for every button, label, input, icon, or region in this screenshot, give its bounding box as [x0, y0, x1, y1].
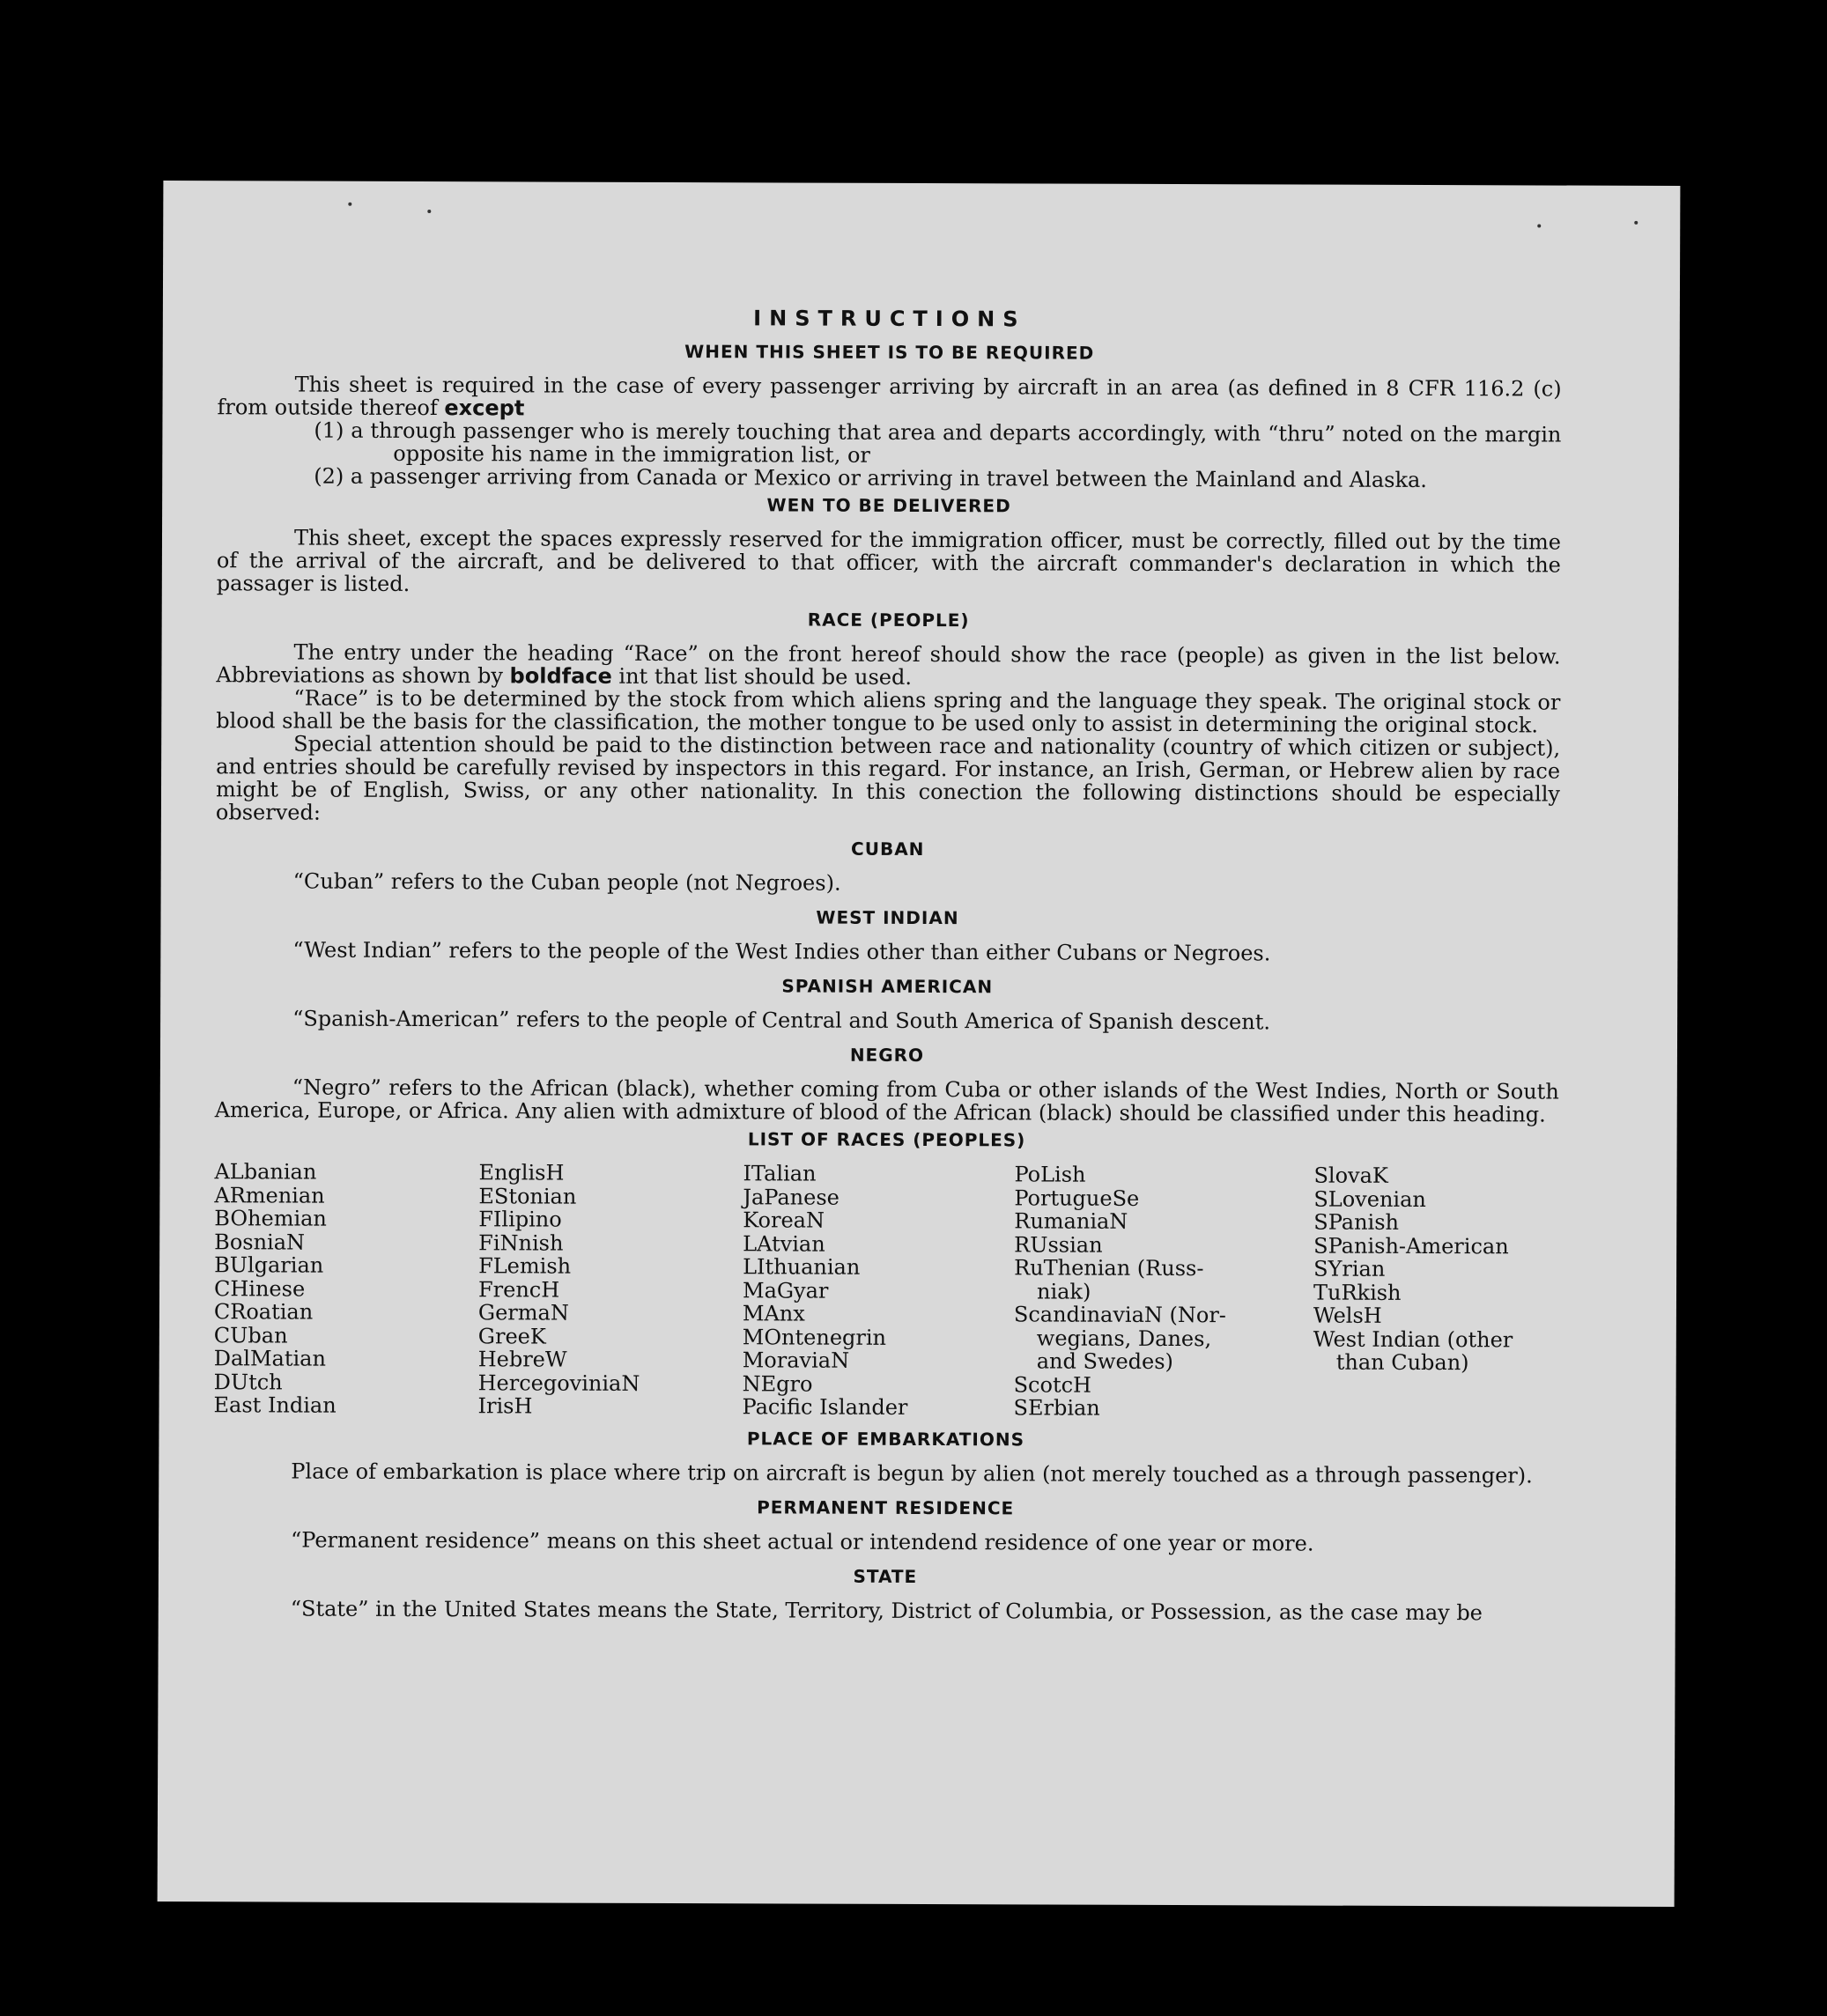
race-item: TuRkish: [1313, 1280, 1402, 1305]
document-page: [158, 181, 1681, 1907]
race-item: East Indian: [213, 1392, 337, 1418]
required-item-2: (2) a passenger arriving from Canada or Mexico or arriving in travel between the Mainland and Alaska.: [314, 463, 1428, 493]
instructions-content: [213, 304, 1562, 1624]
race-item-continuation: niak): [1036, 1278, 1091, 1304]
race-paragraph-2: “Race” is to be determined by the stock from which aliens spring and the language they speak. The original stock or blood shall be the basis for the classification, the mother tongue to be used only to assist in determining the original stock.: [216, 685, 1561, 738]
required-intro: This sheet is required in the case of every passenger arriving by aircraft in an area (as defined in 8 CFR 116.2 (c) from outside thereof except: [217, 372, 1562, 421]
race-item: WelsH: [1313, 1303, 1382, 1328]
race-item: HercegoviniaN: [477, 1370, 640, 1396]
race-item: West Indian (other: [1313, 1326, 1513, 1352]
spanish-american-text: “Spanish-American” refers to the people of Central and South America of Spanish descent.: [292, 1006, 1271, 1035]
race-item: PoLish: [1014, 1162, 1086, 1187]
race-item: KoreaN: [743, 1207, 825, 1233]
race-item: FrencH: [477, 1276, 560, 1303]
race-item: RumaniaN: [1014, 1208, 1128, 1234]
speck: [427, 210, 431, 213]
race-item: MoraviaN: [742, 1348, 850, 1373]
race-item: GreeK: [477, 1323, 546, 1349]
race-item: PortugueSe: [1014, 1185, 1140, 1211]
boldface-bold: boldface: [509, 663, 612, 689]
race-item: Pacific Islander: [742, 1394, 908, 1420]
race-item: JaPanese: [743, 1184, 840, 1210]
race-item: IrisH: [477, 1393, 533, 1419]
race-item: ScotcH: [1013, 1371, 1092, 1398]
race-item: DalMatian: [213, 1346, 326, 1371]
race-item: BosniaN: [214, 1229, 306, 1255]
negro-text: “Negro” refers to the African (black), whether coming from Cuba or other islands of the West Indies, North or South America, Europe, or Africa. Any alien with admixture of blood of the African (black) should be classified under this heading.: [214, 1074, 1559, 1127]
races-column-4: [1014, 1163, 1314, 1421]
speck: [348, 203, 351, 206]
race-item: BUlgarian: [214, 1252, 324, 1278]
race-item: ALbanian: [214, 1159, 317, 1185]
race-item: ARmenian: [214, 1182, 325, 1208]
race-item: RUssian: [1014, 1231, 1103, 1258]
race-item-continuation: than Cuban): [1335, 1349, 1469, 1376]
races-column-1: [214, 1160, 479, 1418]
race-item: DUtch: [213, 1369, 283, 1394]
heading-state: STATE: [853, 1565, 918, 1587]
race-item: MAnx: [742, 1301, 805, 1326]
heading-race: RACE (PEOPLE): [807, 609, 970, 631]
race-item: BOhemian: [214, 1206, 327, 1231]
race-item: CUban: [213, 1322, 288, 1348]
race-item: CRoatian: [213, 1299, 314, 1325]
heading-embarkation: PLACE OF EMBARKATIONS: [746, 1427, 1025, 1450]
race-item: LIthuanian: [743, 1254, 861, 1280]
race-paragraph-3: Special attention should be paid to the distinction between race and nationality (country of which citizen or subject), and entries should be carefully revised by inspectors in this regard. For instance, an Irish, German, or Hebrew alien by race might be of English, Swiss, or any other nationality. In this conection the following distinctions should be especially observed:: [215, 731, 1561, 825]
races-column-3: [743, 1162, 1015, 1420]
race-item: LAtvian: [743, 1230, 825, 1257]
state-text: “State” in the United States means the State, Territory, District of Columbia, or Possession, as the case may be: [290, 1596, 1483, 1625]
race-item: EnglisH: [478, 1160, 565, 1185]
race-item: EStonian: [478, 1183, 577, 1209]
heading-west-indian: WEST INDIAN: [816, 906, 959, 929]
embarkation-text: Place of embarkation is place where trip on aircraft is begun by alien (not merely touched as a through passenger).: [291, 1458, 1533, 1488]
page-title: INSTRUCTIONS: [753, 306, 1026, 332]
race-item: HebreW: [477, 1347, 567, 1372]
race-item: SYrian: [1313, 1256, 1386, 1281]
race-item: SPanish: [1313, 1209, 1400, 1235]
race-item: SPanish-American: [1313, 1233, 1509, 1259]
west-indian-text: “West Indian” refers to the people of the West Indies other than either Cubans or Negroes.: [292, 937, 1271, 966]
race-item-continuation: and Swedes): [1036, 1348, 1173, 1375]
except-bold: except: [444, 395, 525, 421]
race-item: SErbian: [1013, 1395, 1100, 1421]
heading-delivered: WEN TO BE DELIVERED: [766, 494, 1011, 517]
race-item: NEgro: [742, 1370, 813, 1397]
races-column-2: [478, 1161, 743, 1419]
residence-text: “Permanent residence” means on this sheet actual or intendend residence of one year or more.: [290, 1527, 1314, 1556]
race-item: SlovaK: [1313, 1163, 1388, 1188]
speck: [1537, 224, 1541, 227]
race-item: SLovenian: [1313, 1186, 1426, 1212]
race-item: FiNnish: [478, 1230, 564, 1256]
heading-cuban: CUBAN: [851, 838, 925, 860]
heading-required: WHEN THIS SHEET IS TO BE REQUIRED: [684, 341, 1095, 364]
delivered-text: This sheet, except the spaces expressly reserved for the immigration officer, must be correctly, filled out by the time of the arrival of the aircraft, and be delivered to that officer, with the aircraft commander's declaration in which the passager is listed.: [216, 525, 1562, 596]
heading-races-list: LIST OF RACES (PEOPLES): [747, 1128, 1026, 1151]
race-item: FLemish: [478, 1253, 572, 1279]
heading-negro: NEGRO: [849, 1044, 925, 1067]
heading-residence: PERMANENT RESIDENCE: [757, 1495, 1015, 1518]
race-item-continuation: wegians, Danes,: [1036, 1325, 1212, 1351]
race-item: CHinese: [213, 1275, 306, 1302]
race-item: ITalian: [743, 1161, 817, 1186]
race-paragraph-1: The entry under the heading “Race” on the front hereof should show the race (people) as given in the list below. Abbreviations as shown by boldface int that list should be used.: [216, 639, 1561, 690]
races-column-5: [1313, 1164, 1559, 1422]
race-item: FIlipino: [478, 1207, 562, 1232]
required-item-1: (1) a through passenger who is merely touching that area and departs accordingly, with “thru” noted on the margin opposite his name in the immigration list, or: [314, 417, 1562, 468]
race-item: MOntenegrin: [742, 1324, 887, 1350]
heading-spanish-american: SPANISH AMERICAN: [781, 975, 994, 998]
cuban-text: “Cuban” refers to the Cuban people (not Negroes).: [292, 868, 841, 896]
race-item: GermaN: [477, 1300, 569, 1326]
races-list: [214, 1160, 1559, 1422]
race-item: RuThenian (Russ-: [1014, 1255, 1204, 1281]
race-item: ScandinaviaN (Nor-: [1013, 1302, 1227, 1328]
race-item: MaGyar: [742, 1277, 829, 1303]
speck: [1634, 221, 1638, 225]
